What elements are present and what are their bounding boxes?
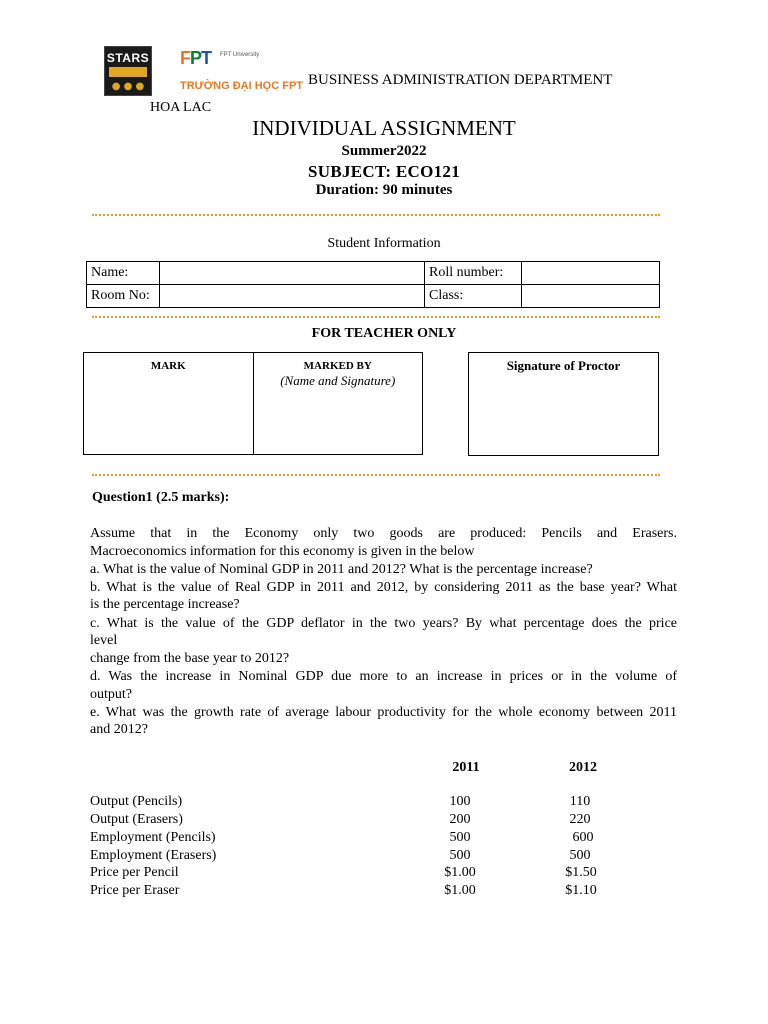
table-row-label: Price per Eraser bbox=[90, 883, 180, 898]
question-part-b: b. What is the value of Real GDP in 2011 and 2012, by considering 2011 as the base year? What bbox=[90, 580, 677, 595]
room-field[interactable] bbox=[160, 285, 425, 308]
table-cell: 600 bbox=[572, 830, 594, 845]
table-row-label: Employment (Erasers) bbox=[90, 848, 217, 863]
question-part-c: c. What is the value of the GDP deflator in the two years? By what percentage does the price bbox=[90, 616, 677, 631]
proctor-signature-box bbox=[468, 352, 659, 456]
mark-box bbox=[83, 352, 423, 455]
question-part-e: e. What was the growth rate of average labour productivity for the whole economy between 2011 bbox=[90, 705, 677, 720]
class-field[interactable] bbox=[522, 285, 660, 308]
year-header-2011: 2011 bbox=[452, 760, 480, 775]
question-intro-line: Assume that in the Economy only two goods are produced: Pencils and Erasers. bbox=[90, 526, 677, 541]
table-row-label: Price per Pencil bbox=[90, 865, 179, 880]
question-part-c: change from the base year to 2012? bbox=[90, 651, 290, 666]
fpt-university-text: FPT University bbox=[220, 52, 260, 58]
table-cell: 500 bbox=[449, 830, 471, 845]
question-part-b: is the percentage increase? bbox=[90, 597, 240, 612]
campus-name: HOA LAC bbox=[150, 100, 212, 115]
question-part-a: a. What is the value of Nominal GDP in 2011 and 2012? What is the percentage increase? bbox=[90, 562, 593, 577]
stars-logo-dots: ● ● ● bbox=[111, 81, 145, 92]
name-label: Name: bbox=[87, 262, 160, 285]
mark-column bbox=[84, 353, 253, 454]
term-label: Summer2022 bbox=[341, 143, 427, 159]
table-cell: 100 bbox=[449, 794, 471, 809]
roll-number-label: Roll number: bbox=[425, 262, 522, 285]
fpt-vietnamese-name: TRƯỜNG ĐẠI HỌC FPT bbox=[180, 80, 304, 92]
marked-by-column bbox=[253, 353, 423, 454]
question-part-d: output? bbox=[90, 687, 132, 702]
table-cell: 500 bbox=[569, 848, 591, 863]
department-name: BUSINESS ADMINISTRATION DEPARTMENT bbox=[308, 72, 613, 88]
table-row-label: Output (Erasers) bbox=[90, 812, 183, 827]
divider bbox=[92, 214, 660, 216]
table-cell: $1.10 bbox=[565, 883, 597, 898]
question-part-d: d. Was the increase in Nominal GDP due more to an increase in prices or in the volume of bbox=[90, 669, 677, 684]
stars-logo-text: STARS bbox=[106, 51, 150, 65]
duration-label: Duration: 90 minutes bbox=[315, 182, 453, 198]
question-title: Question1 (2.5 marks): bbox=[92, 490, 230, 505]
table-row-label: Output (Pencils) bbox=[90, 794, 183, 809]
stars-logo-bar bbox=[109, 67, 147, 77]
marked-by-label: MARKED BY bbox=[303, 360, 372, 372]
fpt-logo-mark: FPT bbox=[180, 48, 212, 68]
roll-number-field[interactable] bbox=[522, 262, 660, 285]
table-cell: $1.00 bbox=[444, 865, 476, 880]
divider bbox=[92, 474, 660, 476]
marked-by-sublabel: (Name and Signature) bbox=[280, 373, 396, 388]
mark-label: MARK bbox=[150, 360, 186, 372]
table-row-label: Employment (Pencils) bbox=[90, 830, 216, 845]
year-header-2012: 2012 bbox=[569, 760, 597, 775]
table-cell: 500 bbox=[449, 848, 471, 863]
table-cell: 220 bbox=[569, 812, 591, 827]
class-label: Class: bbox=[425, 285, 522, 308]
room-label: Room No: bbox=[87, 285, 160, 308]
table-cell: 110 bbox=[569, 794, 591, 809]
question-part-e: and 2012? bbox=[90, 722, 148, 737]
divider bbox=[92, 316, 660, 318]
name-field[interactable] bbox=[160, 262, 425, 285]
table-cell: 200 bbox=[449, 812, 471, 827]
assignment-title: INDIVIDUAL ASSIGNMENT bbox=[252, 116, 516, 140]
fpt-logo bbox=[180, 48, 304, 96]
proctor-signature-label: Signature of Proctor bbox=[506, 358, 621, 373]
student-info-heading: Student Information bbox=[327, 236, 441, 251]
table-cell: $1.00 bbox=[444, 883, 476, 898]
question-intro-line: Macroeconomics information for this economy is given in the below bbox=[90, 544, 475, 559]
subject-label: SUBJECT: ECO121 bbox=[307, 162, 460, 181]
stars-logo bbox=[104, 46, 152, 96]
table-cell: $1.50 bbox=[565, 865, 597, 880]
student-info-table bbox=[86, 261, 660, 308]
teacher-only-heading: FOR TEACHER ONLY bbox=[311, 326, 457, 341]
question-part-c: level bbox=[90, 633, 118, 648]
